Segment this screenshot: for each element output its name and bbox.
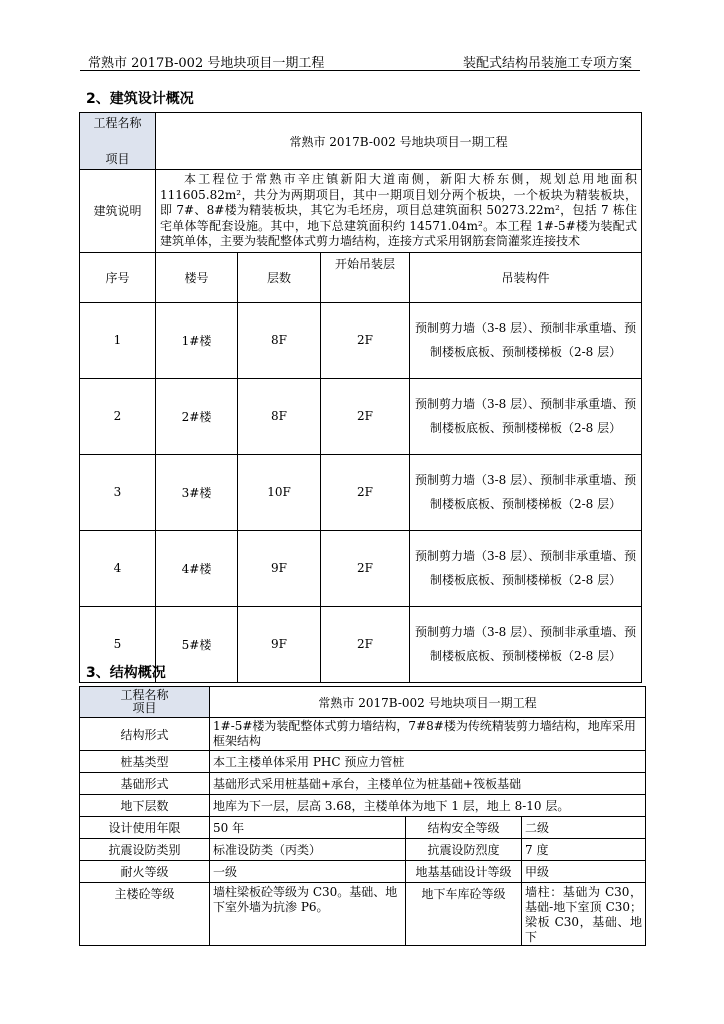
row-components: 预制剪力墙（3-8 层）、预制非承重墙、预制楼板底板、预制楼梯板（2-8 层） bbox=[410, 454, 642, 530]
basement-levels-label: 地下层数 bbox=[80, 795, 210, 817]
seismic-category-value: 标准设防类（丙类） bbox=[210, 839, 406, 861]
row-start-floor: 2F bbox=[321, 302, 410, 378]
main-concrete-grade-value: 墙柱梁板砼等级为 C30。基础、地下室外墙为抗渗 P6。 bbox=[210, 883, 406, 946]
header-document-title: 装配式结构吊装施工专项方案 bbox=[462, 56, 632, 71]
section-heading-structure: 3、结构概况 bbox=[86, 665, 166, 681]
building-description-text: 本工程位于常熟市辛庄镇新阳大道南侧，新阳大桥东侧，规划总用地面积 111605.82m²，共分为两期项目，其中一期项目划分两个板块，一个板块为精装板块，即 7#、8#楼为精装板块，其它为毛坯房，项目总建筑面积 50273.22m²，包括 7 栋住宅单体等配套设施。其中，地下总建筑面积约 14571.04m²。本工程 1#-5#楼为装配式建筑单体，主要为装配整体式剪力墙结构，连接方式采用钢筋套筒灌浆连接技术 bbox=[156, 170, 642, 253]
project-name-value: 常熟市 2017B-002 号地块项目一期工程 bbox=[210, 687, 646, 718]
row-components: 预制剪力墙（3-8 层）、预制非承重墙、预制楼板底板、预制楼梯板（2-8 层） bbox=[410, 378, 642, 454]
row-building: 1#楼 bbox=[156, 302, 238, 378]
foundation-design-grade-value: 甲级 bbox=[522, 861, 646, 883]
foundation-form-value: 基础形式采用桩基础+承台，主楼单位为桩基础+筏板基础 bbox=[210, 773, 646, 795]
row-number: 1 bbox=[80, 302, 156, 378]
row-start-floor: 2F bbox=[321, 378, 410, 454]
seismic-intensity-value: 7 度 bbox=[522, 839, 646, 861]
table-row bbox=[80, 378, 642, 454]
row-start-floor: 2F bbox=[321, 454, 410, 530]
building-description-label: 建筑说明 bbox=[80, 170, 156, 253]
row-components: 预制剪力墙（3-8 层）、预制非承重墙、预制楼板底板、预制楼梯板（2-8 层） bbox=[410, 606, 642, 682]
structure-form-value: 1#-5#楼为装配整体式剪力墙结构，7#8#楼为传统精装剪力墙结构，地库采用框架结构 bbox=[210, 718, 646, 751]
row-start-floor: 2F bbox=[321, 530, 410, 606]
row-number: 4 bbox=[80, 530, 156, 606]
structure-form-label: 结构形式 bbox=[80, 718, 210, 751]
table-row bbox=[80, 454, 642, 530]
foundation-form-label: 基础形式 bbox=[80, 773, 210, 795]
safety-grade-value: 二级 bbox=[522, 817, 646, 839]
seismic-category-label: 抗震设防类别 bbox=[80, 839, 210, 861]
row-start-floor: 2F bbox=[321, 606, 410, 682]
project-name-label: 工程名称 项目 bbox=[80, 687, 210, 718]
main-concrete-grade-label: 主楼砼等级 bbox=[80, 883, 210, 946]
service-life-label: 设计使用年限 bbox=[80, 817, 210, 839]
row-floors: 9F bbox=[238, 606, 321, 682]
row-building: 5#楼 bbox=[156, 606, 238, 682]
basement-levels-value: 地库为下一层，层高 3.68，主楼单体为地下 1 层，地上 8-10 层。 bbox=[210, 795, 646, 817]
row-components: 预制剪力墙（3-8 层）、预制非承重墙、预制楼板底板、预制楼梯板（2-8 层） bbox=[410, 302, 642, 378]
section-heading-architecture: 2、建筑设计概况 bbox=[86, 91, 194, 107]
foundation-design-grade-label: 地基基础设计等级 bbox=[406, 861, 522, 883]
project-name-label: 工程名称 项目 bbox=[80, 113, 156, 170]
row-building: 3#楼 bbox=[156, 454, 238, 530]
row-building: 4#楼 bbox=[156, 530, 238, 606]
row-components: 预制剪力墙（3-8 层）、预制非承重墙、预制楼板底板、预制楼梯板（2-8 层） bbox=[410, 530, 642, 606]
garage-concrete-grade-value: 墙柱：基础为 C30，基础-地下室顶 C30；梁板 C30，基础、地下 bbox=[522, 883, 646, 946]
column-header-start-floor: 开始吊装层 bbox=[321, 252, 410, 302]
page-header bbox=[80, 50, 640, 71]
pile-type-value: 本工主楼单体采用 PHC 预应力管桩 bbox=[210, 751, 646, 773]
structure-table bbox=[79, 686, 646, 946]
table-row bbox=[80, 302, 642, 378]
row-floors: 8F bbox=[238, 302, 321, 378]
row-number: 2 bbox=[80, 378, 156, 454]
row-number: 5 bbox=[80, 606, 156, 682]
row-floors: 8F bbox=[238, 378, 321, 454]
row-floors: 10F bbox=[238, 454, 321, 530]
table-row bbox=[80, 530, 642, 606]
column-header-floors: 层数 bbox=[238, 252, 321, 302]
column-header-no: 序号 bbox=[80, 252, 156, 302]
architecture-table bbox=[79, 112, 642, 683]
row-floors: 9F bbox=[238, 530, 321, 606]
header-project-name: 常熟市 2017B-002 号地块项目一期工程 bbox=[88, 56, 325, 71]
row-building: 2#楼 bbox=[156, 378, 238, 454]
seismic-intensity-label: 抗震设防烈度 bbox=[406, 839, 522, 861]
fire-rating-value: 一级 bbox=[210, 861, 406, 883]
fire-rating-label: 耐火等级 bbox=[80, 861, 210, 883]
pile-type-label: 桩基类型 bbox=[80, 751, 210, 773]
column-header-building: 楼号 bbox=[156, 252, 238, 302]
row-number: 3 bbox=[80, 454, 156, 530]
service-life-value: 50 年 bbox=[210, 817, 406, 839]
column-header-components: 吊装构件 bbox=[410, 252, 642, 302]
garage-concrete-grade-label: 地下车库砼等级 bbox=[406, 883, 522, 946]
project-name-value: 常熟市 2017B-002 号地块项目一期工程 bbox=[156, 113, 642, 170]
safety-grade-label: 结构安全等级 bbox=[406, 817, 522, 839]
